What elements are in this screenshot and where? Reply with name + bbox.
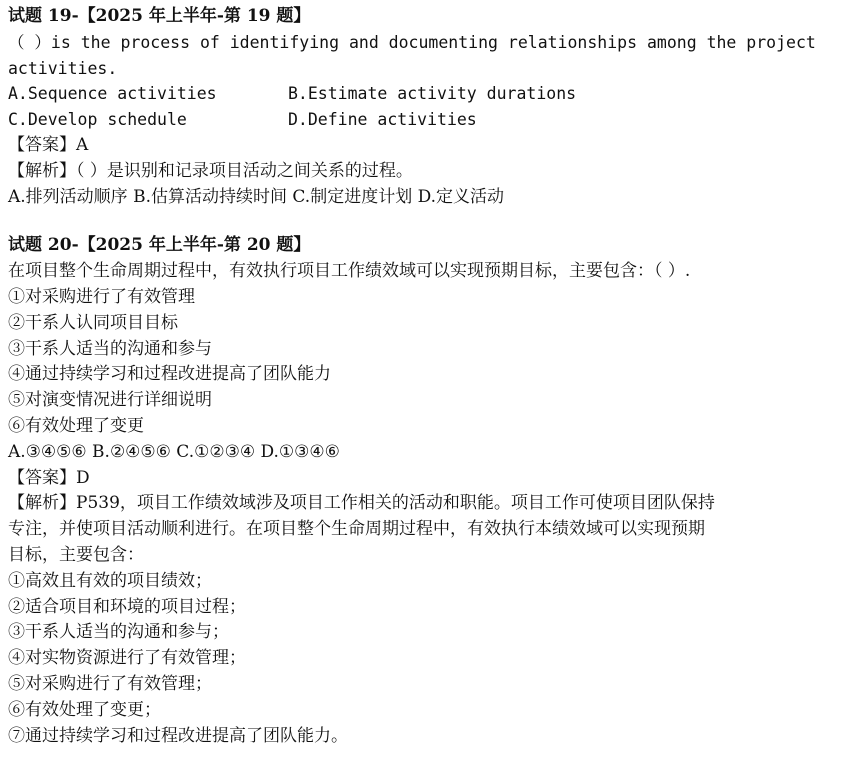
question-19-title: 试题 19-【2025 年上半年-第 19 题】 (8, 6, 311, 26)
question-20-item: ⑥有效处理了变更 (8, 415, 144, 436)
question-19-text-line2: activities. (8, 58, 118, 78)
question-20-title: 试题 20-【2025 年上半年-第 20 题】 (8, 235, 311, 256)
option-c: C.Develop schedule (8, 110, 187, 130)
question-19 (8, 4, 838, 210)
question-19-options-row1 (8, 81, 838, 107)
analysis-item: ⑤对采购进行了有效管理； (8, 673, 212, 694)
question-20-item: ③干系人适当的沟通和参与 (8, 338, 212, 359)
analysis-item: ⑦通过持续学习和过程改进提高了团队能力。 (8, 725, 348, 746)
analysis-item: ②适合项目和环境的项目过程； (8, 596, 246, 617)
section-divider-space (8, 210, 838, 233)
question-20-item: ②干系人认同项目目标 (8, 312, 178, 333)
analysis-item: ④对实物资源进行了有效管理； (8, 648, 246, 669)
analysis-item: ③干系人适当的沟通和参与； (8, 622, 229, 643)
question-20-item: ①对采购进行了有效管理 (8, 286, 195, 307)
question-20-analysis-line3: 目标，主要包含： (8, 544, 144, 565)
question-20 (8, 233, 838, 749)
document-page (8, 4, 838, 749)
question-20-item: ④通过持续学习和过程改进提高了团队能力 (8, 364, 331, 385)
question-19-analysis: 【解析】（ ）是识别和记录项目活动之间关系的过程。 (8, 160, 413, 181)
question-20-answer: 【答案】D (8, 467, 90, 488)
question-20-options: A.③④⑤⑥ B.②④⑤⑥ C.①②③④ D.①③④⑥ (8, 441, 340, 462)
option-b: B.Estimate activity durations (288, 84, 577, 104)
question-19-options-row2 (8, 107, 838, 133)
option-a: A.Sequence activities (8, 84, 217, 104)
question-19-analysis-options: A.排列活动顺序 B.估算活动持续时间 C.制定进度计划 D.定义活动 (8, 186, 505, 207)
question-19-text-line1: （ ）is the process of identifying and documenting relationships among the project (8, 32, 816, 52)
question-20-item: ⑤对演变情况进行详细说明 (8, 390, 212, 411)
question-20-text: 在项目整个生命周期过程中，有效执行项目工作绩效域可以实现预期目标，主要包含：（ ）. (8, 261, 691, 282)
option-d: D.Define activities (288, 110, 477, 130)
analysis-item: ⑥有效处理了变更； (8, 699, 161, 720)
question-20-analysis-line1: 【解析】P539，项目工作绩效域涉及项目工作相关的活动和职能。项目工作可使项目团队保持 (8, 493, 715, 514)
analysis-item: ①高效且有效的项目绩效； (8, 570, 212, 591)
question-20-analysis-line2: 专注，并使项目活动顺利进行。在项目整个生命周期过程中，有效执行本绩效域可以实现预期 (8, 519, 705, 540)
question-19-answer: 【答案】A (8, 134, 89, 155)
